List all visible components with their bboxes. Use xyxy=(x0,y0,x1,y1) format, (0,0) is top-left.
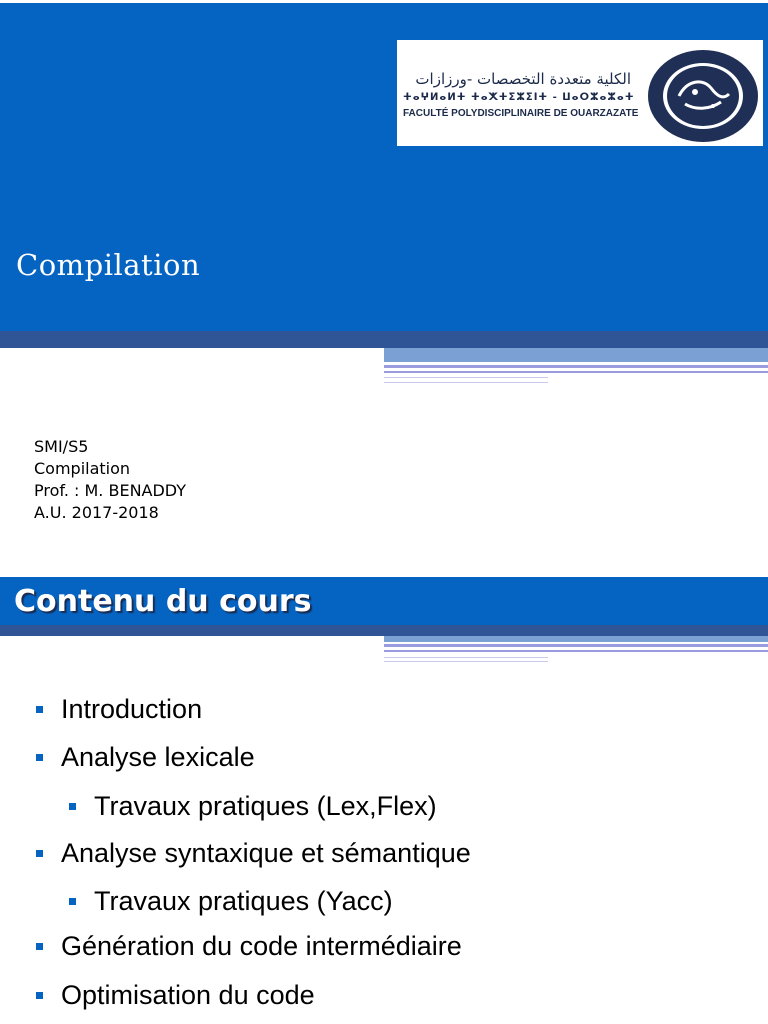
bullet-square-icon xyxy=(36,992,43,999)
course-info-line: Compilation xyxy=(34,459,131,478)
course-info-line: SMI/S5 xyxy=(34,437,89,456)
contents-slide xyxy=(0,577,768,1024)
list-item-text: Travaux pratiques (Yacc) xyxy=(94,886,393,916)
decorative-line xyxy=(384,644,768,647)
logo-french-text: FACULTÉ POLYDISCIPLINAIRE DE OUARZAZATE xyxy=(403,108,639,119)
list-item-text: Travaux pratiques (Lex,Flex) xyxy=(94,791,437,821)
header-band-dark xyxy=(0,625,768,636)
slide-title: Compilation xyxy=(16,248,201,282)
decorative-line xyxy=(384,371,768,373)
list-item xyxy=(61,931,462,962)
logo-tifinagh-text: ⵜⴰⵖⵍⴰⵍⵜ ⵜⴰⵅⵜⵉⵣⵉⵏⵜ - ⵡⴰⵔⵣⴰⵣⴰⵜ xyxy=(403,92,635,103)
decorative-line xyxy=(384,650,768,652)
bullet-square-icon xyxy=(36,850,43,857)
university-seal-icon xyxy=(643,44,759,142)
header-band-light xyxy=(384,348,768,362)
contents-title: Contenu du cours xyxy=(14,584,312,619)
bullet-square-icon xyxy=(36,943,43,950)
bullet-square-icon xyxy=(36,706,43,713)
list-item xyxy=(61,694,202,725)
header-band-dark xyxy=(0,331,768,348)
course-info-line: Prof. : M. BENADDY xyxy=(34,481,187,500)
decorative-line xyxy=(384,661,548,662)
bullet-square-icon xyxy=(36,754,43,761)
decorative-line xyxy=(384,657,548,658)
list-item xyxy=(94,791,437,822)
course-info-line: A.U. 2017-2018 xyxy=(34,503,159,522)
list-item xyxy=(94,886,393,917)
decorative-line xyxy=(384,377,548,378)
list-item xyxy=(61,742,255,773)
decorative-line xyxy=(384,365,768,368)
faculty-logo xyxy=(397,40,763,146)
list-item-text: Analyse lexicale xyxy=(61,742,255,772)
list-item-text: Analyse syntaxique et sémantique xyxy=(61,838,471,868)
list-item-text: Génération du code intermédiaire xyxy=(61,931,462,961)
logo-arabic-text: الكلية متعددة التخصصات -ورزازات xyxy=(415,70,631,88)
course-info xyxy=(34,436,186,524)
list-item xyxy=(61,980,315,1011)
list-item-text: Optimisation du code xyxy=(61,980,315,1010)
bullet-square-icon xyxy=(69,898,76,905)
bullet-square-icon xyxy=(69,803,76,810)
decorative-line xyxy=(384,382,548,383)
header-band-light xyxy=(384,636,768,642)
list-item xyxy=(61,838,471,869)
list-item-text: Introduction xyxy=(61,694,203,724)
